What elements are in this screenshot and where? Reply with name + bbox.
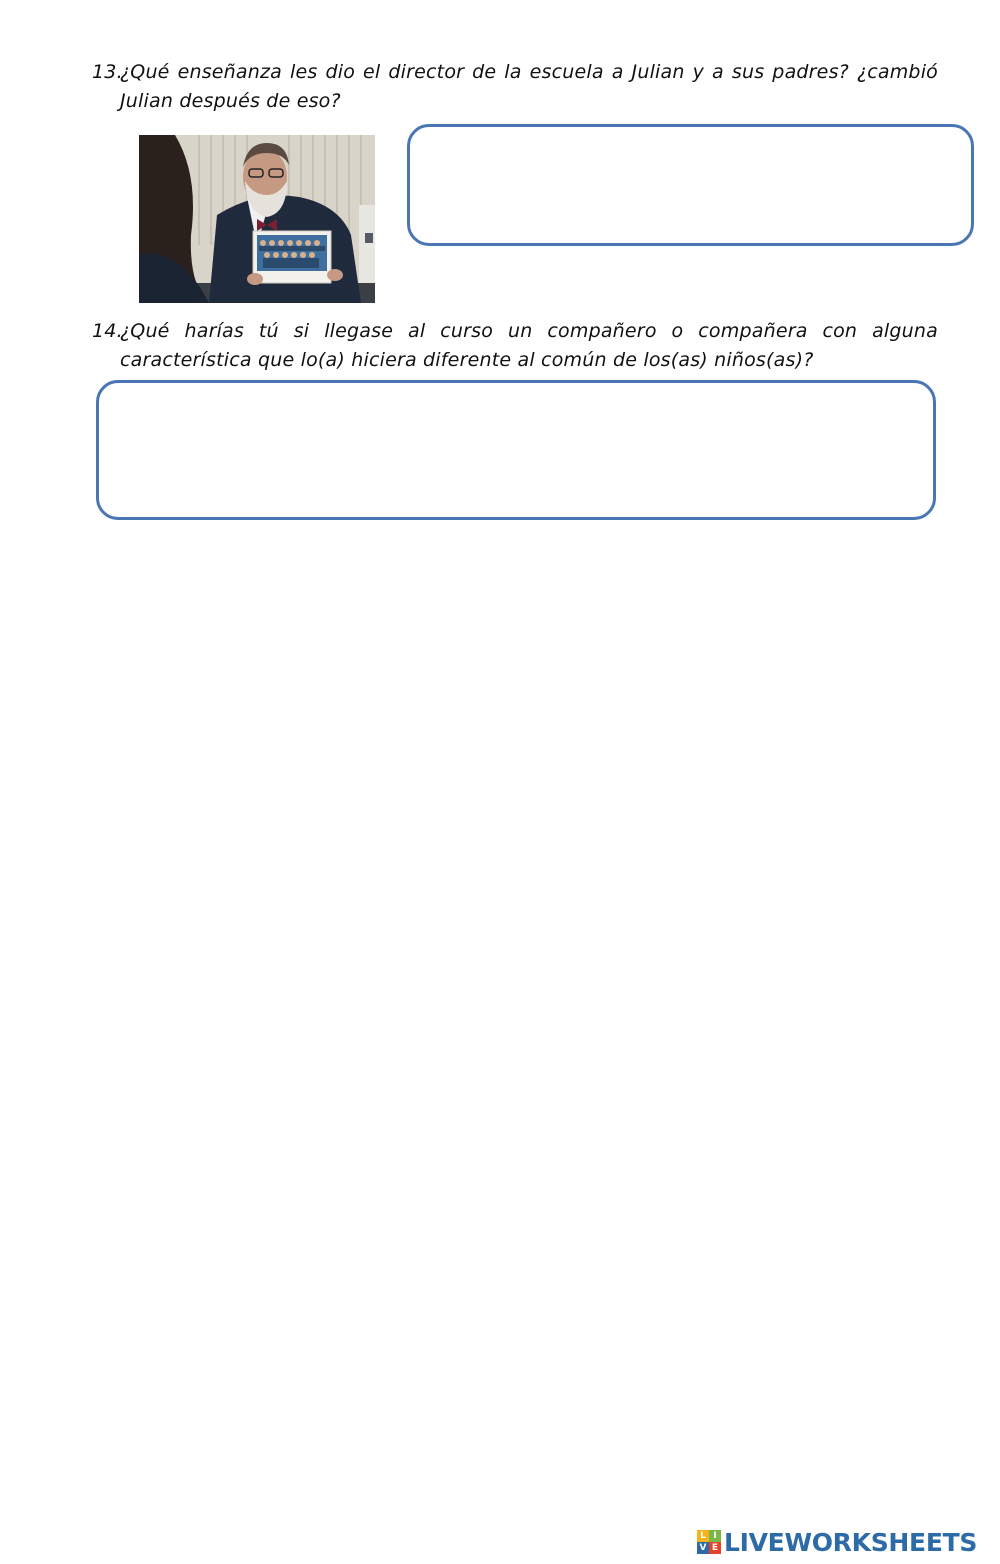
logo-tile-l: L	[697, 1530, 709, 1542]
logo-tile-v: V	[697, 1542, 709, 1554]
answer-box-14[interactable]	[96, 380, 936, 520]
brand-name: LIVEWORKSHEETS	[724, 1527, 978, 1557]
question-13-number: 13.	[92, 61, 123, 83]
question-13-text: ¿Qué enseñanza les dio el director de la escuela a Julian y a sus padres? ¿cambió Julian después de eso?	[120, 61, 938, 112]
question-14	[92, 317, 938, 377]
question-13	[92, 58, 938, 118]
liveworksheets-brand	[697, 1525, 977, 1559]
liveworksheets-logo-icon	[697, 1530, 721, 1554]
principal-photo	[139, 135, 375, 303]
question-14-text: ¿Qué harías tú si llegase al curso un compañero o compañera con alguna característica que lo(a) hiciera diferente al común de los(as) niños(as)?	[120, 320, 938, 371]
logo-tile-e: E	[709, 1542, 721, 1554]
answer-box-13[interactable]	[407, 124, 974, 246]
logo-tile-i: I	[709, 1530, 721, 1542]
question-14-number: 14.	[92, 320, 123, 342]
